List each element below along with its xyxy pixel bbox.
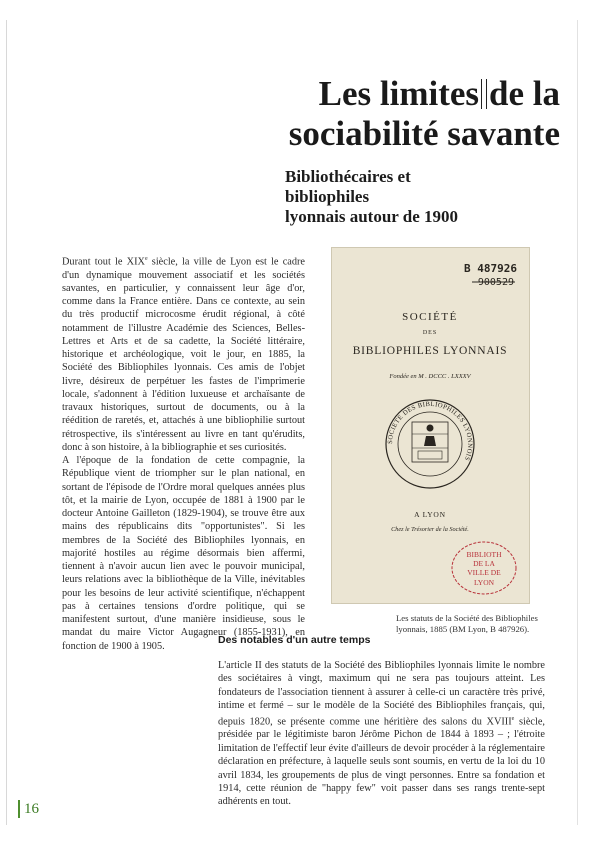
body-column — [62, 253, 305, 653]
subtitle-line-1: Bibliothécaires et bibliophiles — [285, 167, 411, 206]
body-paragraph-1 — [62, 253, 305, 454]
section-heading: Des notables d'un autre temps — [218, 634, 371, 646]
section-text-rest: siècle, présidée par le légitimiste baron Jérôme Pichon de 1844 à 1893 – ; l'étroite limitation de l'effectif leur évite d'ailleurs de devoir procéder à la réglementaire déclaration en préfecture, à laquelle seuls sont soumis, en vertu de la loi du 10 avril 1834, les groupements de plus de vingt personnes. Entre sa fondation et 1914, cette réunion de "happy few" voit passer dans ses rangs trente-sept adhérents en tout. — [218, 716, 545, 808]
left-margin-rule — [6, 20, 7, 825]
statutes-title-page-svg — [332, 248, 529, 603]
section-text-start: L'article II des statuts de la Société des Bibliophiles lyonnais limite le nombre des sociétaires à vingt, maximum qui ne sera pas toujours atteint. Les fondateurs de l'association tiennent à assurer à celle-ci un caractère très privé, intime et fermé – sur le modèle de la Société des Bibliophiles français, qui, depuis 1820, se présente comme une héritière des salons du XVIII — [218, 660, 545, 728]
title-societe: SOCIÉTÉ — [402, 311, 458, 323]
title-line-2: sociabilité savante — [288, 114, 560, 153]
stamp-line-4: LYON — [473, 578, 495, 587]
subtitle-line-2: lyonnais autour de 1900 — [285, 207, 459, 226]
p1-start: Durant tout le XIX — [62, 256, 145, 268]
seal-text: SOCIETE DES BIBLIOPHILES LYONNOIS — [386, 400, 474, 462]
page-number: 16 — [18, 800, 39, 818]
body-paragraph-2: A l'époque de la fondation de cette compagnie, la République vient de triompher sur le plan national, en sortant de l'épisode de l'Ordre moral quelques années plus tôt, et la mairie de Lyon, occupée de 1881 à 1900 par le docteur Antoine Gailleton (1829-1904), se trouve être aux mains des républicains dits "opportunistes". Si les membres de la Société des Bibliophiles lyonnais, en majorité hostiles au régime désormais bien affermi, tiennent à n'avoir aucun lien avec le pouvoir municipal, leurs relations avec la bibliothèque de la Ville, inévitables pour les besoins de leur activité scientifique, n'échappent pas à certaines tensions d'ordre politique, qui se manifestent surtout, d'une manière insidieuse, sous le mandat du maire Victor Augagneur (1855-1931), en fonction de 1900 à 1905. — [62, 455, 305, 652]
title-cursor-mark-2 — [486, 79, 487, 109]
figure-caption: Les statuts de la Société des Bibliophiles lyonnais, 1885 (BM Lyon, B 487926). — [396, 613, 538, 634]
article-title — [230, 74, 560, 154]
title-tresorier: Chez le Trésorier de la Société. — [391, 526, 469, 533]
title-part-2: de la — [489, 74, 560, 113]
title-bibliophiles: BIBLIOPHILES LYONNAIS — [352, 345, 508, 357]
article-subtitle — [285, 167, 485, 227]
p1-rest: siècle, la ville de Lyon est le cadre d'un dynamique mouvement associatif et les sociétés savantes, en particulier, y connaissent leur âge d'or, comme dans la France entière. Dans ce contexte, au sein du très productif microcosme érudit régional, à côté notamment de l'illustre Académie des Sciences, Belles-Lettres et Arts et de sa cadette, la Société littéraire, historique et archéologique, voit le jour, en 1885, la Société des Bibliophiles lyonnais. Ces amis de l'objet livre, désireux de perpétuer les fastes de l'imprimerie locale, s'adonnent à l'édition luxueuse et archaïsante de travaux historiques, surtout de documents, ou à la réédition de raretés, et, attachés à une bibliophilie surtout rétrospective, ils s'intéressent au livre en tant qu'érudits, donc à son histoire, à la bibliographie et ses curiosités. — [62, 256, 305, 453]
stamp-line-1: BIBLIOTH — [466, 550, 502, 559]
title-cursor-mark — [481, 79, 482, 109]
title-part-1: Les limites — [318, 74, 480, 113]
statutes-title-page-image — [331, 247, 530, 604]
section-paragraph — [218, 659, 545, 809]
shelfmark-number: B 487926 — [464, 262, 517, 275]
title-des: DES — [422, 330, 438, 336]
section-sup: e — [511, 715, 515, 722]
title-fondee: Fondée en M . DCCC . LXXXV — [389, 373, 471, 380]
stamp-line-3: VILLE DE — [467, 568, 501, 577]
struck-number: 900529 — [477, 277, 514, 288]
stamp-line-2: DE LA — [473, 559, 495, 568]
right-margin-rule — [577, 20, 578, 825]
p1-sup: e — [144, 256, 148, 262]
title-a-lyon: A LYON — [414, 510, 446, 519]
